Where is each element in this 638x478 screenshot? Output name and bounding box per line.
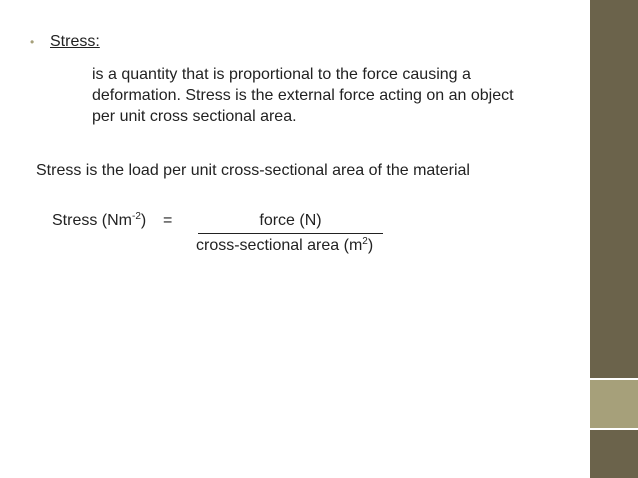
formula-denominator-text: cross-sectional area (m: [196, 237, 363, 254]
bullet-icon: •: [30, 35, 35, 49]
side-panel: [590, 0, 638, 478]
formula-lhs-exponent: -2: [132, 211, 141, 222]
formula-numerator: force (N): [259, 212, 322, 229]
stress-definition: is a quantity that is proportional to the force causing a deformation. Stress is the external force acting on an object per unit cross sectional area.: [92, 66, 514, 125]
formula-denominator-close: ): [367, 237, 374, 254]
formula-lhs-text: Stress (Nm: [52, 212, 132, 229]
formula-equals: =: [163, 212, 173, 229]
accent-block: [590, 380, 638, 428]
bullet-heading: [30, 32, 100, 52]
formula-lhs-close: ): [140, 212, 147, 229]
bullet-title: Stress:: [50, 33, 100, 50]
stress-summary: Stress is the load per unit cross-sectional area of the material: [36, 162, 470, 179]
formula-denominator-exponent: 2: [362, 236, 368, 247]
formula-denominator: [196, 236, 373, 256]
formula-left-side: [52, 211, 146, 231]
fraction-bar: [198, 233, 383, 234]
accent-divider-bottom: [590, 428, 638, 430]
